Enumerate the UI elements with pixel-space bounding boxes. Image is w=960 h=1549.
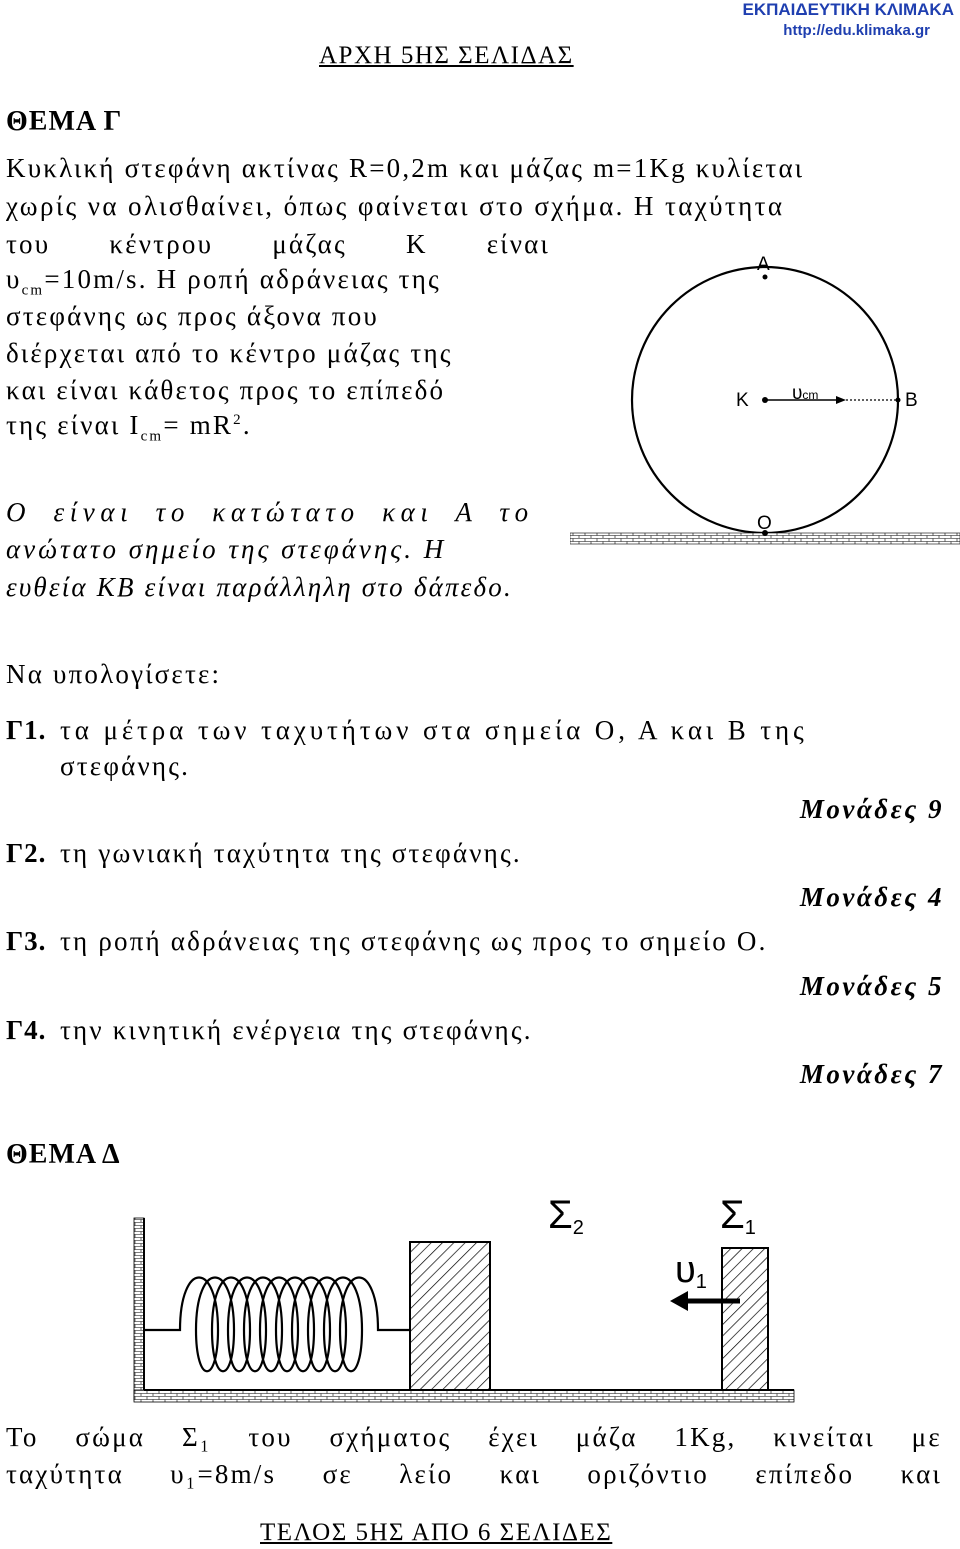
thema-g-line-7: και είναι κάθετος προς το επίπεδό	[6, 375, 446, 405]
floor	[134, 1390, 794, 1402]
q3-points: Μονάδες 5	[799, 971, 944, 1001]
word: του	[6, 229, 51, 259]
page-header: ΑΡΧΗ 5ΗΣ ΣΕΛΙΔΑΣ	[319, 42, 574, 69]
q1-label: Γ1.	[6, 715, 47, 745]
q3-text: τη ροπή αδράνειας της στεφάνης ως προς το σημείο Ο.	[60, 926, 768, 956]
thema-g-line-2: χωρίς να ολισθαίνει, όπως φαίνεται στο σχήμα. Η ταχύτητα	[6, 191, 785, 221]
block-sigma1	[722, 1248, 768, 1390]
ask-line: Να υπολογίσετε:	[6, 659, 222, 689]
watermark-name: ΕΚΠΑΙΔΕΥΤΙΚΗ ΚΛΙΜΑΚΑ	[742, 0, 954, 19]
q2-label: Γ2.	[6, 838, 47, 868]
spring	[144, 1278, 410, 1372]
label-v1: υ1	[675, 1249, 707, 1293]
q4-label: Γ4.	[6, 1015, 47, 1045]
word: κέντρου	[109, 229, 214, 259]
thema-d-title: ΘΕΜΑ Δ	[6, 1139, 121, 1170]
thema-d-line-1: Το σώμα Σ₁ του σχήματος έχει μάζα 1Kg, κινείται με	[6, 1422, 942, 1452]
arrow-head	[836, 396, 846, 404]
q1-line-1: τα μέτρα των ταχυτήτων στα σημεία Ο, Α και Β της	[60, 715, 808, 745]
v1-arrow-head	[670, 1291, 688, 1311]
q2-text: τη γωνιακή ταχύτητα της στεφάνης.	[60, 838, 522, 868]
rolling-ring-figure	[570, 250, 960, 560]
label-a: A	[757, 254, 770, 275]
q1-points: Μονάδες 9	[799, 794, 944, 824]
thema-d-line-2: ταχύτητα υ₁=8m/s σε λείο και οριζόντιο επίπεδο και	[6, 1459, 942, 1489]
q3-label: Γ3.	[6, 926, 47, 956]
wall	[134, 1218, 144, 1400]
thema-g-line-6: διέρχεται από το κέντρο μάζας της	[6, 338, 453, 368]
thema-g-p2-line-1: Ο είναι το κατώτατο και Α το	[6, 497, 534, 527]
q4-text: την κινητική ενέργεια της στεφάνης.	[60, 1015, 533, 1045]
point-b	[896, 398, 901, 403]
label-b: B	[905, 390, 918, 411]
q4-points: Μονάδες 7	[799, 1059, 944, 1089]
page-footer: ΤΕΛΟΣ 5ΗΣ ΑΠΟ 6 ΣΕΛΙΔΕΣ	[260, 1519, 613, 1546]
watermark-url[interactable]: http://edu.klimaka.gr	[783, 22, 930, 39]
q1-line-2: στεφάνης.	[60, 751, 191, 781]
label-k: K	[736, 390, 749, 411]
label-sigma2: Σ2	[548, 1193, 584, 1239]
word: Κ	[405, 229, 428, 259]
thema-g-line-5: στεφάνης ως προς άξονα που	[6, 301, 379, 331]
block-sigma2	[410, 1242, 490, 1390]
thema-g-p2-line-2: ανώτατο σημείο της στεφάνης. Η	[6, 534, 447, 564]
spring-blocks-figure	[120, 1180, 820, 1410]
word: είναι	[486, 229, 550, 259]
q2-points: Μονάδες 4	[799, 882, 944, 912]
thema-g-line-1: Κυκλική στεφάνη ακτίνας R=0,2m και μάζας m=1Kg κυλίεται	[6, 153, 805, 183]
thema-g-title: ΘΕΜΑ Γ	[6, 106, 123, 137]
label-o: O	[757, 513, 772, 534]
thema-g-line-4: $\upsilon_{cm}=10m/s$. Η ροπή αδράνειας της	[6, 264, 441, 299]
label-vcm: υcm	[792, 383, 819, 404]
word: μάζας	[272, 229, 347, 259]
label-sigma1: Σ1	[720, 1193, 756, 1239]
thema-g-line-3	[6, 229, 550, 260]
thema-g-line-8: της είναι $I_{cm}= mR^2$.	[6, 410, 252, 445]
point-a	[763, 275, 768, 280]
thema-g-p2-line-3: ευθεία ΚΒ είναι παράλληλη στο δάπεδο.	[6, 572, 513, 602]
